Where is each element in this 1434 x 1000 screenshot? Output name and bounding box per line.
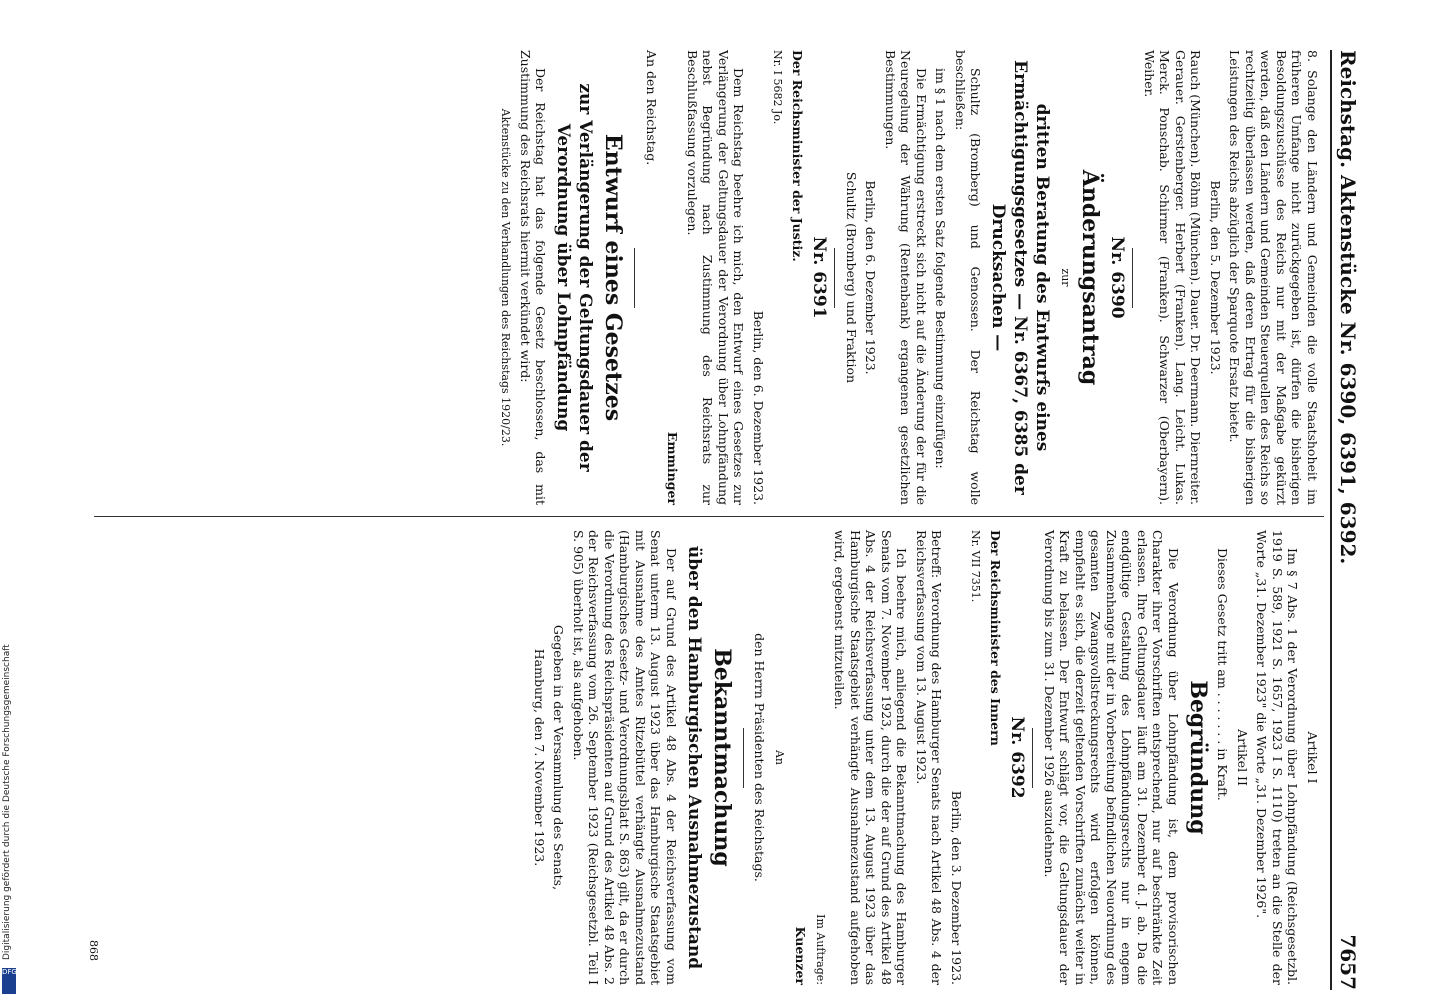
divider [835,248,836,308]
minister-justiz: Der Reichsminister der Justiz. [790,50,805,262]
antrag-body: Schultz (Bromberg) und Genossen. Der Reichstag wolle beschließen: [953,50,984,505]
page-number-bottom: 868 [87,940,100,961]
date-2: Berlin, den 6. Dezember 1923. [863,180,879,375]
bekanntmachung-text: Der auf Grund des Artikel 48 Abs. 4 der Reichsverfassung vom Senat unterm 13. August 1923 über das Hamburgische Staatsgebiet mit Ausnahme des Amtes Ritzebüttel verhängte Ausnahmezustand (Hamburgisches Gesetz- und Verordnungsblatt S. 863) gilt, da er durch die Verordnung des Reichspräsidenten auf Grund des Artikel 48 Abs. 2 der Reichsverfassung vom 26. September 1923 (Reichsgesetzbl. Teil I S. 905) überholt ist, als aufgehoben. [571,530,679,985]
dfg-logo: DFG [2,968,16,994]
header-rule [1330,50,1332,990]
signer-kuenzer: Kuenzer [793,926,809,985]
footer-left: Aktenstücke zu den Verhandlungen des Reichstags 1920/23. [499,108,513,447]
divider [635,248,636,308]
signers-2: Schultz (Bromberg) und Fraktion [844,171,859,384]
artikel-1-heading: Artikel I [1305,731,1320,784]
addressee-an: An [773,749,786,766]
column-rule [94,516,1324,517]
letter-6391: Dem Reichstag beehre ich mich, den Entwurf eines Gesetzes zur Verlängerung der Geltungsdauer der Verordnung über Lohnpfändung nebst Begründung nach Zustimmung des Reichsrats zur Beschlußfassung vorzulegen. [685,50,747,505]
date-6392: Berlin, den 3. Dezember 1923. [949,790,964,985]
addressee-6392: den Herrn Präsidenten des Reichstags. [752,633,768,882]
gegeben-date: Hamburg, den 7. November 1923. [532,648,547,867]
signers-1: Rauch (München). Böhm (München). Dauer. Dr. Deermann. Diernreiter. Gerauer. Gerstenberger. Herbert (Franken). Lang. Leicht. Lukas. Merck. Ponschab. Schirmer (Franken). Schwarzer (Oberbayern). Weiher. [1142,50,1204,506]
date-1: Berlin, den 5. Dezember 1923. [1208,180,1223,375]
date-3: Berlin, den 6. Dezember 1923. [751,310,766,505]
header-title: Reichstag. Aktenstücke Nr. 6390, 6391, 6392. [1336,50,1360,565]
addressee-6391: An den Reichstag. [644,50,659,166]
begruendung-text: Die Verordnung über Lohnpfändung ist, dem provisorischen Charakter ihrer Vorschriften entsprechend, nur auf beschränkte Zeit erlassen. Ihre Geltungsdauer läuft am 31. Dezember d. J. ab. Da die endgültige Gestaltung des Lohnpfändungsrechts nur in engem Zusammenhange mit der in Vorbereitung befindlichen Neuordnung des gesamten Zwangsvollstreckungsrechts wird erfolgen können, empfiehlt es sich, die derzeit geltenden Vorschriften zunächst weiter in Kraft zu belassen. Der Entwurf schlägt vor, die Geltungsdauer der Verordnung bis zum 31. Dezember 1926 auszudehnen. [1042,530,1181,985]
bekanntmachung-subtitle: über den Hamburgischen Ausnahmezustand [684,545,704,970]
minister-innern: Der Reichsminister des Innern [988,530,1003,746]
antrag-title: Änderungsantrag [1077,169,1103,386]
funding-note: Digitalisierung gefördert durch die Deutsche Forschungsgemeinschaft [2,644,12,960]
antrag-section-1: im § 1 nach dem ersten Satz folgende Bestimmung einzufügen: [933,68,949,469]
heading-nr-6390: Nr. 6390 [1107,236,1128,319]
entwurf-body: Der Reichstag hat das folgende Gesetz beschlossen, das mit Zustimmung des Reichsrats hiermit verkündet wird: [518,50,549,505]
letter-6392: Ich beehre mich, anliegend die Bekanntmachung des Hamburger Senats vom 7. November 1923, durch die der auf Grund des Artikel 48 Abs. 4 der Reichsverfassung unter dem 13. August 1923 über das Hamburgische Staatsgebiet verhängte Ausnahmezustand aufgehoben wird, ergebenst mitzuteilen. [832,530,910,985]
artikel-2-heading: Artikel II [1235,729,1250,786]
artikel-1-text: Im § 7 Abs. 1 der Verordnung über Lohnpfändung (Reichsgesetzbl. 1919 S. 589, 1921 S. 1657, 1923 I S. 1110) treten an die Stelle der Worte „31. Dezember 1923" die Worte „31. Dezember 1926". [1254,530,1301,985]
divider [743,728,744,788]
betreff: Betreff: Verordnung des Hamburger Senats nach Artikel 48 Abs. 4 der Reichsverfassung vom 13. August 1923. [914,530,945,985]
antrag-text: Die Ermächtigung erstreckt sich nicht auf die Änderung der für die Neuregelung der Währung (Rentenbank) ergangenen gesetzlichen Bestimmungen. [883,50,929,505]
header-page-number: 7657 [1336,934,1360,990]
bekanntmachung-title: Bekanntmachung [709,648,735,867]
entwurf-title: Entwurf eines Gesetzes [600,133,627,422]
artikel-2-text: Dieses Gesetz tritt am . . . . . . . in Kraft. [1215,548,1231,801]
right-column [528,530,1321,985]
heading-nr-6392: Nr. 6392 [1007,716,1028,799]
minister-innern-ref: Nr. VII 7351. [969,530,983,603]
document-sheet [70,50,1360,990]
item-8: 8. Solange den Ländern und Gemeinden die volle Staatshoheit im früheren Umfange nicht zurückgegeben ist, dürfen die bisherigen Besoldungszuschüsse des Reichs nur mit der Maßgabe gekürzt werden, daß den Ländern und Gemeinden Steuerquellen des Reichs so rechtzeitig überlassen werden, daß deren Ertrag für die bisherigen Leistungen des Reichs abzüglich der Sparquote Ersatz bietet. [1227,50,1320,505]
antrag-zur: zur [1059,268,1072,287]
entwurf-subtitle: zur Verlängerung der Geltungsdauer der Verordnung über Lohnpfändung [553,83,596,472]
antrag-subtitle: dritten Beratung des Entwurfs eines Ermächtigungsgesetzes — Nr. 6367, 6385 der Drucksachen — [988,60,1053,495]
left-column [494,50,1320,505]
im-auftrage: Im Auftrage: [814,914,827,985]
heading-nr-6391: Nr. 6391 [809,236,830,319]
divider [1133,248,1134,308]
minister-justiz-ref: Nr. I 5682 Jo. [771,50,785,125]
signer-emminger: Emminger [665,431,681,505]
gegeben: Gegeben in der Versammlung des Senats, [551,624,567,891]
divider [1033,728,1034,788]
begruendung-title: Begründung [1185,680,1211,835]
page-header [1334,50,1360,990]
